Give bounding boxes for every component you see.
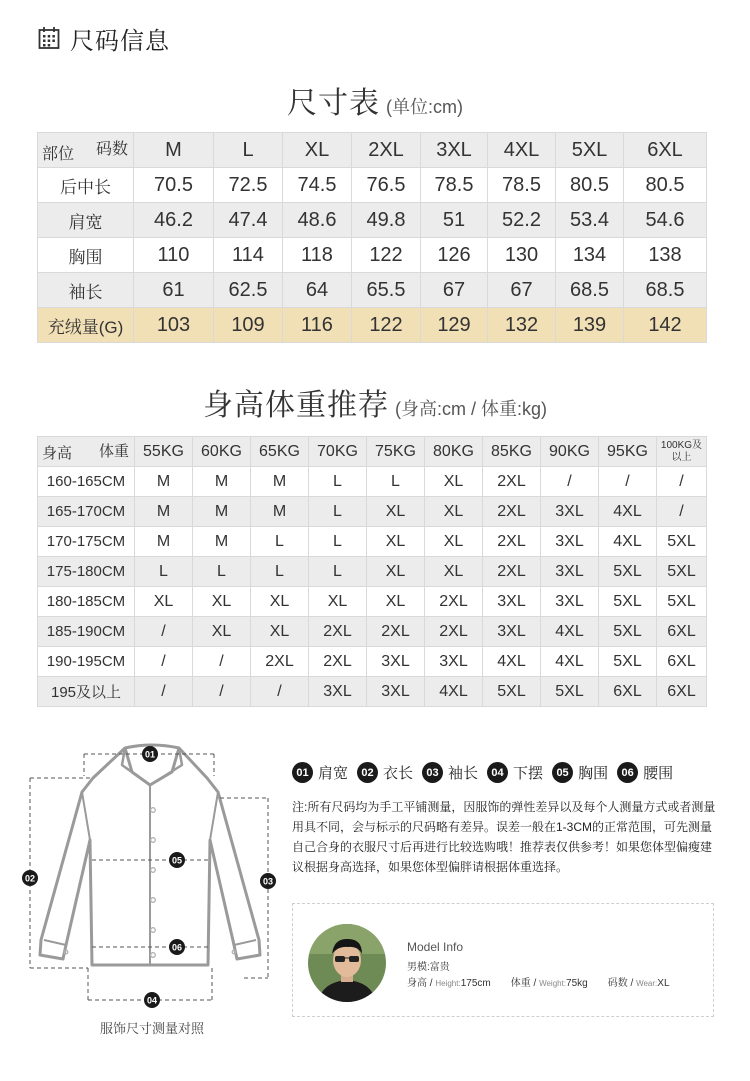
size-cell: 64	[283, 273, 352, 308]
model-wear	[608, 976, 670, 992]
recommend-cell: M	[251, 497, 309, 527]
recommend-cell: 5XL	[657, 527, 707, 557]
recommend-cell: 5XL	[599, 647, 657, 677]
model-wear-value: XL	[657, 978, 670, 989]
size-cell: 78.5	[488, 168, 556, 203]
recommend-column-header: 60KG	[193, 437, 251, 467]
recommend-cell: 2XL	[425, 617, 483, 647]
legend-item	[617, 762, 673, 783]
size-cell: 51	[421, 203, 488, 238]
recommend-cell: 2XL	[425, 587, 483, 617]
recommend-column-header: 70KG	[309, 437, 367, 467]
size-row	[38, 168, 707, 203]
recommend-cell: 2XL	[483, 557, 541, 587]
recommend-cell: /	[193, 677, 251, 707]
recommend-row	[38, 677, 707, 707]
recommend-row	[38, 617, 707, 647]
size-cell: 49.8	[352, 203, 421, 238]
recommend-cell: 2XL	[309, 647, 367, 677]
size-column-header: 5XL	[556, 133, 624, 168]
model-weight	[511, 976, 588, 992]
recommend-cell: XL	[367, 587, 425, 617]
size-cell: 52.2	[488, 203, 556, 238]
recommend-cell: 3XL	[367, 677, 425, 707]
recommend-cell: 5XL	[657, 557, 707, 587]
size-cell: 134	[556, 238, 624, 273]
size-cell: 126	[421, 238, 488, 273]
size-column-header: L	[214, 133, 283, 168]
size-corner-bottom: 部位	[42, 146, 75, 163]
size-column-header: 3XL	[421, 133, 488, 168]
marker-04: 04	[146, 995, 158, 1006]
recommend-cell: XL	[309, 587, 367, 617]
recommend-row-label: 190-195CM	[38, 647, 135, 677]
recommend-cell: XL	[367, 497, 425, 527]
recommend-cell: 5XL	[657, 587, 707, 617]
model-weight-label: 体重 /	[510, 978, 540, 989]
size-cell: 122	[352, 308, 421, 343]
recommend-row-label: 195及以上	[38, 677, 135, 707]
recommend-row	[38, 587, 707, 617]
recommend-column-header: 75KG	[367, 437, 425, 467]
size-row	[38, 308, 707, 343]
size-cell: 68.5	[624, 273, 707, 308]
recommend-cell: 3XL	[425, 647, 483, 677]
recommend-cell: 3XL	[483, 587, 541, 617]
recommend-cell: 5XL	[599, 557, 657, 587]
size-cell: 74.5	[283, 168, 352, 203]
recommend-cell: 3XL	[483, 617, 541, 647]
size-row-label: 袖长	[38, 273, 134, 308]
size-cell: 114	[214, 238, 283, 273]
recommend-cell: 4XL	[541, 617, 599, 647]
size-cell: 76.5	[352, 168, 421, 203]
marker-06: 06	[171, 942, 183, 953]
size-chart-unit: (单位:cm)	[386, 97, 463, 117]
diagram-caption: 服饰尺寸测量对照	[99, 1021, 204, 1036]
size-cell: 53.4	[556, 203, 624, 238]
legend-number-badge: 02	[357, 762, 378, 783]
recommend-row-label: 185-190CM	[38, 617, 135, 647]
size-table	[37, 132, 707, 343]
recommend-cell: M	[193, 527, 251, 557]
recommend-cell: 2XL	[309, 617, 367, 647]
recommend-cell: /	[135, 647, 193, 677]
recommend-column-header: 65KG	[251, 437, 309, 467]
recommend-corner-cell	[38, 437, 135, 467]
recommend-cell: /	[657, 467, 707, 497]
calendar-icon	[38, 26, 60, 50]
recommend-cell: 5XL	[599, 587, 657, 617]
model-name-label: 男模:	[407, 962, 430, 973]
recommend-row-label: 160-165CM	[38, 467, 135, 497]
size-cell: 142	[624, 308, 707, 343]
recommend-row-label: 175-180CM	[38, 557, 135, 587]
marker-01: 01	[144, 749, 156, 760]
model-info-card	[292, 903, 714, 1017]
size-row	[38, 203, 707, 238]
recommend-cell: XL	[367, 557, 425, 587]
recommend-cell: L	[309, 527, 367, 557]
model-height-en: Height:	[435, 979, 461, 988]
recommend-cell: 5XL	[483, 677, 541, 707]
model-weight-value: 75kg	[566, 978, 588, 989]
recommend-cell: L	[251, 557, 309, 587]
recommend-cell: 3XL	[541, 587, 599, 617]
legend-item	[422, 762, 478, 783]
recommend-cell: XL	[135, 587, 193, 617]
legend-number-badge: 05	[552, 762, 573, 783]
recommend-cell: L	[135, 557, 193, 587]
size-chart-title	[0, 78, 750, 122]
size-cell: 80.5	[556, 168, 624, 203]
recommend-cell: M	[193, 467, 251, 497]
recommend-cell: 6XL	[657, 647, 707, 677]
size-cell: 48.6	[283, 203, 352, 238]
legend-label: 肩宽	[318, 765, 349, 782]
legend-item	[487, 762, 543, 783]
legend-number-badge: 03	[422, 762, 443, 783]
recommend-cell: XL	[425, 467, 483, 497]
recommend-row	[38, 527, 707, 557]
size-cell: 47.4	[214, 203, 283, 238]
size-cell: 62.5	[214, 273, 283, 308]
recommend-cell: /	[135, 617, 193, 647]
size-cell: 109	[214, 308, 283, 343]
recommend-cell: 2XL	[483, 497, 541, 527]
model-name-line	[407, 960, 670, 976]
size-row-label: 肩宽	[38, 203, 134, 238]
size-column-header: 6XL	[624, 133, 707, 168]
marker-05: 05	[171, 855, 183, 866]
recommend-cell: M	[135, 467, 193, 497]
recommend-cell: 2XL	[483, 467, 541, 497]
size-cell: 67	[421, 273, 488, 308]
recommend-cell: L	[309, 557, 367, 587]
section-header	[38, 22, 170, 54]
model-avatar	[308, 924, 386, 1002]
size-corner-cell	[38, 133, 134, 168]
legend-number-badge: 06	[617, 762, 638, 783]
size-cell: 67	[488, 273, 556, 308]
recommend-cell: /	[193, 647, 251, 677]
recommend-row-label: 180-185CM	[38, 587, 135, 617]
recommend-corner-bottom: 身高	[42, 445, 73, 462]
recommend-cell: XL	[425, 557, 483, 587]
recommend-cell: 2XL	[483, 527, 541, 557]
recommend-cell: /	[541, 467, 599, 497]
recommend-cell: XL	[425, 527, 483, 557]
size-cell: 72.5	[214, 168, 283, 203]
size-cell: 80.5	[624, 168, 707, 203]
size-cell: 118	[283, 238, 352, 273]
size-chart-heading: 尺寸表	[287, 87, 380, 120]
recommend-cell: XL	[251, 617, 309, 647]
recommend-cell: 6XL	[657, 677, 707, 707]
recommend-cell: XL	[193, 587, 251, 617]
recommend-column-header: 100KG及以上	[657, 437, 707, 467]
recommend-cell: 4XL	[425, 677, 483, 707]
recommend-cell: 4XL	[599, 497, 657, 527]
recommend-table	[37, 436, 707, 707]
recommend-cell: 4XL	[599, 527, 657, 557]
recommend-cell: 5XL	[541, 677, 599, 707]
recommend-cell: 2XL	[367, 617, 425, 647]
model-height-label: 身高 /	[407, 978, 436, 989]
size-cell: 46.2	[134, 203, 214, 238]
recommend-cell: 4XL	[541, 647, 599, 677]
recommend-row-label: 165-170CM	[38, 497, 135, 527]
measure-legend	[292, 762, 722, 783]
model-info-title: Model Info	[407, 940, 464, 954]
recommend-row-label: 170-175CM	[38, 527, 135, 557]
header-title: 尺码信息	[70, 27, 170, 55]
size-cell: 110	[134, 238, 214, 273]
recommend-cell: L	[251, 527, 309, 557]
recommend-cell: L	[193, 557, 251, 587]
recommend-cell: /	[135, 677, 193, 707]
size-corner-top: 码数	[95, 141, 128, 158]
size-cell: 103	[134, 308, 214, 343]
recommend-cell: M	[135, 497, 193, 527]
size-cell: 68.5	[556, 273, 624, 308]
size-cell: 65.5	[352, 273, 421, 308]
recommend-heading: 身高体重推荐	[203, 389, 389, 422]
recommend-cell: 3XL	[541, 557, 599, 587]
size-row-label: 充绒量(G)	[38, 308, 134, 343]
legend-number-badge: 01	[292, 762, 313, 783]
recommend-corner-top: 体重	[98, 443, 129, 460]
recommend-cell: 2XL	[251, 647, 309, 677]
model-wear-en: Wear:	[636, 979, 658, 988]
marker-02: 02	[24, 873, 36, 884]
recommend-cell: /	[251, 677, 309, 707]
recommend-unit: (身高:cm / 体重:kg)	[395, 399, 547, 419]
recommend-cell: XL	[251, 587, 309, 617]
model-height	[407, 976, 491, 992]
recommend-cell: XL	[193, 617, 251, 647]
model-height-value: 175cm	[460, 978, 491, 989]
legend-label: 衣长	[383, 765, 414, 782]
recommend-cell: 3XL	[367, 647, 425, 677]
size-cell: 54.6	[624, 203, 707, 238]
recommend-cell: /	[599, 467, 657, 497]
recommend-column-header: 80KG	[425, 437, 483, 467]
model-weight-en: Weight:	[539, 979, 567, 988]
legend-label: 胸围	[578, 765, 609, 782]
model-info-text	[407, 940, 670, 992]
recommend-column-header: 95KG	[599, 437, 657, 467]
shirt-measure-diagram	[22, 740, 282, 1010]
recommend-column-header: 55KG	[135, 437, 193, 467]
size-cell: 138	[624, 238, 707, 273]
recommend-cell: M	[135, 527, 193, 557]
recommend-cell: XL	[425, 497, 483, 527]
size-cell: 130	[488, 238, 556, 273]
size-cell: 132	[488, 308, 556, 343]
recommend-cell: L	[309, 467, 367, 497]
recommend-row	[38, 467, 707, 497]
size-cell: 61	[134, 273, 214, 308]
recommend-cell: M	[251, 467, 309, 497]
size-note: 注:所有尺码均为手工平铺测量，因服饰的弹性差异以及每个人测量方式或者测量用具不同，会与标示的尺码略有差异。误差一般在1-3CM的正常范围，可先测量自己合身的衣服尺寸后再进行比较选购哦！推荐表仅供参考！如果您体型偏瘦建议根据身高选择，如果您体型偏胖请根据体重选择。	[292, 800, 716, 874]
size-cell: 70.5	[134, 168, 214, 203]
recommend-cell: /	[657, 497, 707, 527]
size-cell: 129	[421, 308, 488, 343]
size-row	[38, 273, 707, 308]
model-stats-line	[407, 976, 670, 992]
recommend-column-header: 90KG	[541, 437, 599, 467]
size-row-label: 后中长	[38, 168, 134, 203]
recommend-column-header: 85KG	[483, 437, 541, 467]
recommend-cell: XL	[367, 527, 425, 557]
recommend-cell: 5XL	[599, 617, 657, 647]
legend-label: 腰围	[643, 765, 674, 782]
recommend-cell: 3XL	[541, 497, 599, 527]
size-column-header: XL	[283, 133, 352, 168]
size-column-header: 2XL	[352, 133, 421, 168]
recommend-cell: L	[367, 467, 425, 497]
recommend-cell: 3XL	[541, 527, 599, 557]
size-cell: 78.5	[421, 168, 488, 203]
recommend-header-row	[38, 437, 707, 467]
size-cell: 122	[352, 238, 421, 273]
size-row	[38, 238, 707, 273]
recommend-row	[38, 557, 707, 587]
size-header-row	[38, 133, 707, 168]
model-name: 富贵	[429, 962, 450, 973]
model-wear-label: 码数 /	[607, 978, 637, 989]
recommend-cell: 4XL	[483, 647, 541, 677]
legend-label: 下摆	[513, 765, 544, 782]
recommend-cell: 6XL	[599, 677, 657, 707]
size-column-header: 4XL	[488, 133, 556, 168]
size-cell: 116	[283, 308, 352, 343]
legend-label: 袖长	[448, 765, 479, 782]
legend-item	[357, 762, 413, 783]
recommend-cell: 3XL	[309, 677, 367, 707]
size-row-label: 胸围	[38, 238, 134, 273]
recommend-cell: 6XL	[657, 617, 707, 647]
size-cell: 139	[556, 308, 624, 343]
recommend-title	[0, 380, 750, 424]
legend-item	[292, 762, 348, 783]
recommend-row	[38, 497, 707, 527]
legend-number-badge: 04	[487, 762, 508, 783]
marker-03: 03	[262, 876, 274, 887]
recommend-row	[38, 647, 707, 677]
size-column-header: M	[134, 133, 214, 168]
recommend-cell: M	[193, 497, 251, 527]
recommend-cell: L	[309, 497, 367, 527]
legend-item	[552, 762, 608, 783]
